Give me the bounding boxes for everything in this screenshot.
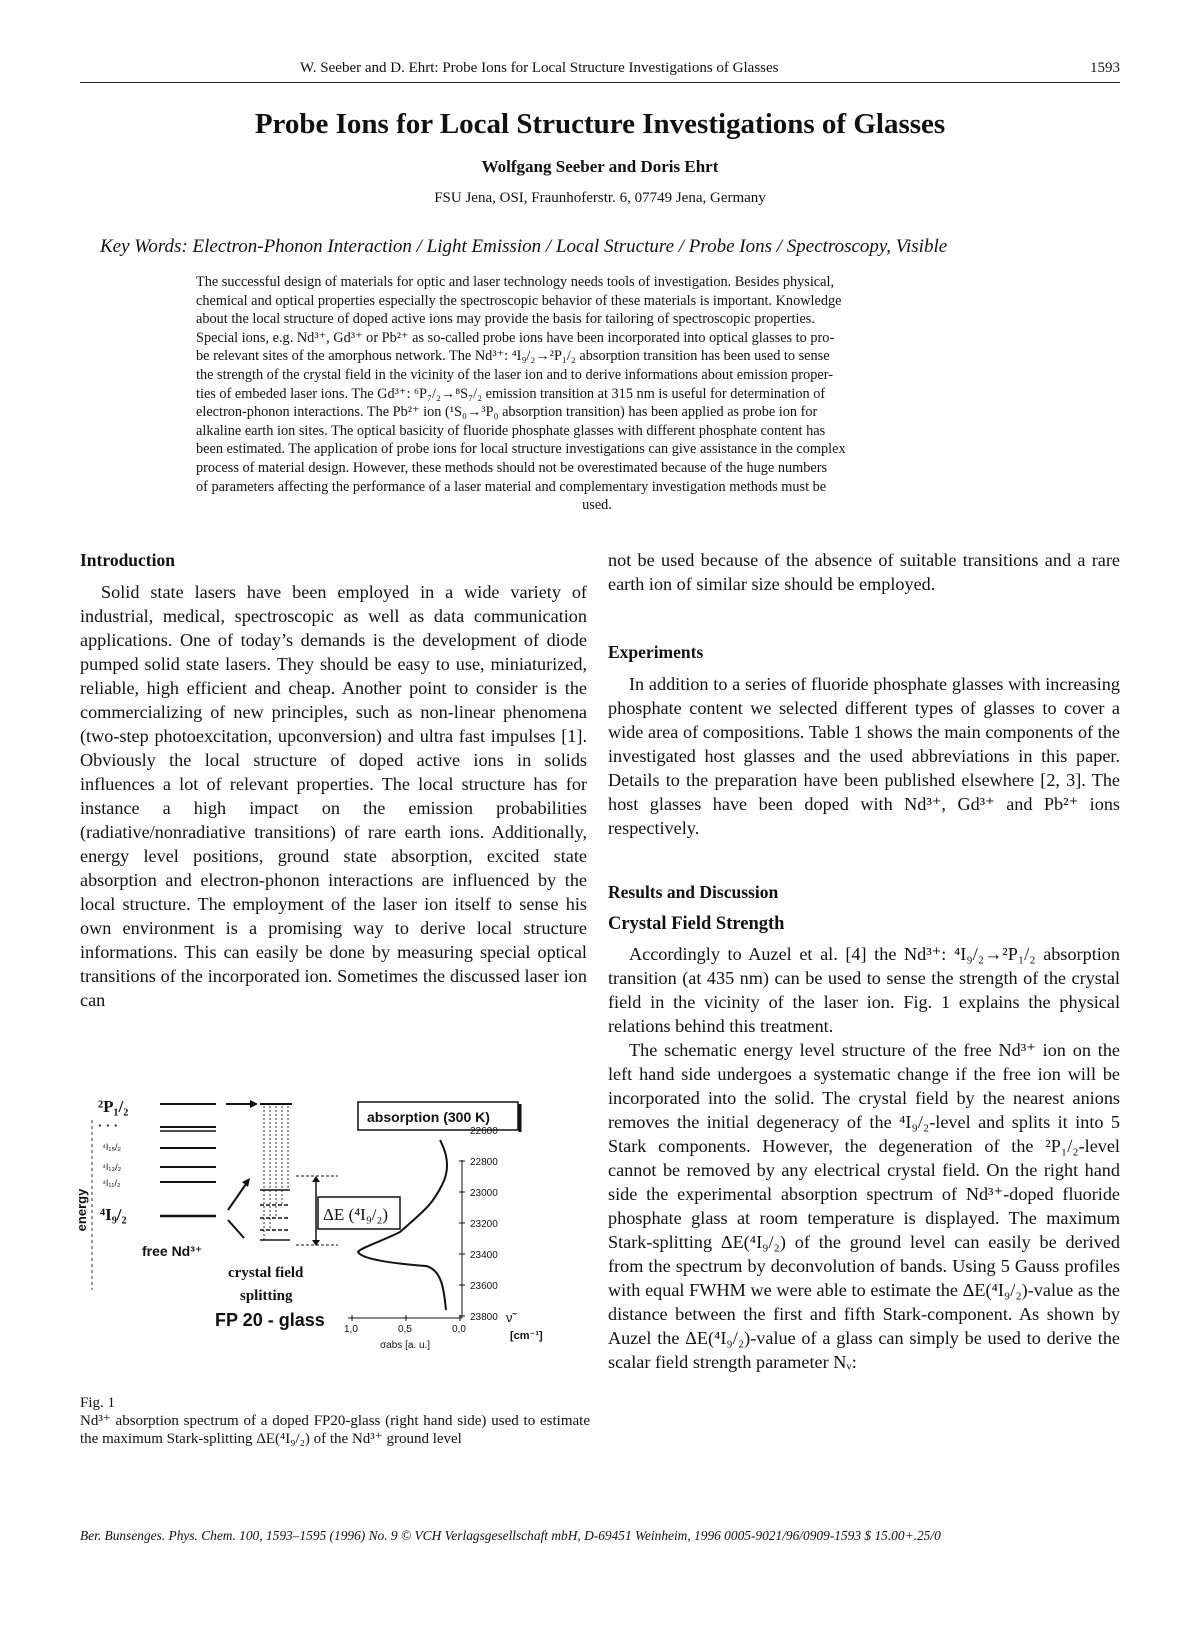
- level-2p12-label: ²P₁/₂: [98, 1097, 129, 1116]
- abstract-line: The successful design of materials for optic and laser technology needs tools of investigation. Besides physical,: [196, 274, 835, 290]
- abstract-line: the strength of the crystal field in the vicinity of the laser ion and to derive informations about emission proper-: [196, 366, 833, 383]
- y-tick-label: 23000: [470, 1188, 498, 1199]
- figure-1: [74, 1090, 590, 1388]
- y-tick-label: 23400: [470, 1250, 498, 1261]
- introduction-continuation: not be used because of the absence of suitable transitions and a rare earth ion of similar size should be employed.: [608, 550, 1120, 594]
- glass-label: FP 20 - glass: [215, 1310, 325, 1330]
- x-tick-label: 0,0: [452, 1324, 466, 1335]
- y-tick-label: 23800: [470, 1312, 498, 1323]
- abstract-line: electron-phonon interactions. The Pb²⁺ ion (¹S₀→³P₀ absorption transition) has been applied as probe ion for: [196, 404, 818, 421]
- x-tick-label: 1,0: [344, 1324, 358, 1335]
- abstract-line: about the local structure of doped active ions may provide the basis for tailoring of spectroscopic properties.: [196, 311, 815, 328]
- crystal-field-label-2: splitting: [240, 1288, 293, 1304]
- results-paragraph-1: Accordingly to Auzel et al. [4] the Nd³⁺: ⁴I₉/₂→²P₁/₂ absorption transition (at 435 nm) can be used to sense the strength of the crystal field in the vicinity of the laser ion. Fig. 1 explains the physical relations behind this treatment.: [608, 944, 1120, 1036]
- page-number: 1593: [1090, 60, 1120, 76]
- figure-caption: [80, 1394, 590, 1448]
- spectrum-label: absorption (300 K): [367, 1109, 490, 1125]
- experiments-text: In addition to a series of fluoride phosphate glasses with increasing phosphate content we selected different types of glasses to cover a wide area of compositions. Table 1 shows the main components of the investigated host glasses and the used abbreviations in this paper. Details to the preparation have been published elsewhere [2, 3]. The host glasses have been doped with Nd³⁺, Gd³⁺ and Pb²⁺ ions respectively.: [608, 674, 1120, 838]
- level-4i132-label: ⁴I₁₃/₂: [102, 1162, 122, 1172]
- running-header: [80, 60, 1120, 83]
- introduction-text: Solid state lasers have been employed in a wide variety of industrial, medical, spectroscopic as well as data communication applications. One of today’s demands is the development of diode pumped solid state lasers. They should be easy to use, miniaturized, reliable, high efficient and cheap. Another point to consider is the commercializing of new principles, such as non-linear phenomena (two-step photoexcitation, upconversion) and ultra fast impulses [1]. Obviously the local structure of doped active ions in solids influences a lot of relevant properties. The local structure has for instance a high impact on the emission probabilities (radiative/nonradiative transitions) of rare earth ions. Additionally, energy level positions, ground state absorption, excited state absorption and electron-phonon interactions are influenced by the local structure. The employment of the laser ion itself to sense his own environment is a promising way to derive local structure informations. This can easily be done by measuring special optical transitions of the incorporated ion. Sometimes the discussed laser ion can: [80, 582, 587, 1010]
- running-title: W. Seeber and D. Ehrt: Probe Ions for Local Structure Investigations of Glasses: [300, 60, 779, 76]
- abstract-line: chemical and optical properties especially the spectroscopic behavior of these materials is important. Knowledge: [196, 292, 842, 309]
- abstract: [196, 273, 998, 515]
- article-affiliation: FSU Jena, OSI, Fraunhoferstr. 6, 07749 Jena, Germany: [434, 190, 766, 206]
- y-tick-label: 22800: [470, 1157, 498, 1168]
- abstract-line: process of material design. However, these methods should not be overestimated because of the huge numbers: [196, 459, 828, 476]
- energy-axis-label: energy: [74, 1188, 89, 1232]
- abstract-line: ties of embeded laser ions. The Gd³⁺: ⁶P₇/₂→⁸S₇/₂ emission transition at 315 nm is useful for determination of: [196, 385, 826, 402]
- arrow-head: [250, 1100, 258, 1108]
- abstract-last-line: used.: [582, 497, 612, 514]
- x-tick-label: 0,5: [398, 1324, 412, 1335]
- caption-text: Nd³⁺ absorption spectrum of a doped FP20-glass (right hand side) used to estimate the maximum Stark-splitting ΔE(⁴I₉/₂) of the Nd³⁺ ground level: [80, 1413, 590, 1447]
- free-ion-label: free Nd³⁺: [142, 1243, 203, 1259]
- abstract-line: been estimated. The application of probe ions for local structure investigations can give assistance in the complex: [196, 441, 846, 458]
- abstract-line: alkaline earth ion sites. The optical basicity of fluoride phosphate glasses with different phosphate content has: [196, 422, 826, 439]
- y-unit-symbol: ν̃: [506, 1310, 513, 1325]
- article-title: Probe Ions for Local Structure Investigations of Glasses: [254, 108, 946, 140]
- level-dots: · · ·: [98, 1118, 119, 1133]
- transition-lines: [264, 1106, 288, 1240]
- page-footer: Ber. Bunsenges. Phys. Chem. 100, 1593–1595 (1996) No. 9 © VCH Verlagsgesellschaft mbH, D-69451 Weinheim, 1996 0005-9021/96/0909-1593 $ 15.00+.25/0: [80, 1528, 941, 1543]
- results-paragraph-2: The schematic energy level structure of the free Nd³⁺ ion on the left hand side undergoes a systematic change if the free ion will be incorporated into the solid. The crystal field by the nearest anions removes the initial degeneracy of the ⁴I₉/₂-level and splits it into 5 Stark components. However, the degeneration of the ²P₁/₂-level cannot be removed by any electrical crystal field. On the right hand side the experimental absorption spectrum of Nd³⁺-doped fluoride phosphate glass at room temperature is displayed. The maximum Stark-splitting ΔE(⁴I₉/₂) of the ground level can easily be derived from the spectrum by deconvolution of bands. Using 5 Gauss profiles with equal FWHM we were able to estimate the ΔE(⁴I₉/₂)-value as the distance between the first and fifth Stark-component. As shown by Auzel the ΔE(⁴I₉/₂)-value of a glass can simply be used to derive the scalar field strength parameter Nᵥ:: [608, 1040, 1120, 1372]
- caption-label: Fig. 1: [80, 1395, 116, 1411]
- level-4i92-label: ⁴I₉/₂: [100, 1205, 127, 1224]
- article-keywords: Key Words: Electron-Phonon Interaction / Light Emission / Local Structure / Probe Ions / Spectroscopy, Visible: [100, 236, 948, 257]
- article-authors: Wolfgang Seeber and Doris Ehrt: [481, 157, 719, 176]
- y-tick-label: 22600: [470, 1126, 498, 1137]
- arrow-line: [228, 1184, 246, 1210]
- y-tick-label: 23600: [470, 1281, 498, 1292]
- delta-arrow-head: [312, 1176, 320, 1182]
- level-4i112-label: ⁴I₁₁/₂: [102, 1178, 121, 1188]
- crystal-field-label-1: crystal field: [228, 1265, 304, 1281]
- y-tick-label: 23200: [470, 1219, 498, 1230]
- x-axis-label: σabs [a. u.]: [380, 1340, 431, 1351]
- y-unit: [cm⁻¹]: [510, 1330, 543, 1342]
- level-4i152-label: ⁴I₁₅/₂: [102, 1142, 122, 1152]
- left-column: [80, 548, 587, 1012]
- abstract-line: Special ions, e.g. Nd³⁺, Gd³⁺ or Pb²⁺ as so-called probe ions have been incorporated into optical glasses to pro-: [196, 329, 835, 346]
- abstract-line: be relevant sites of the amorphous network. The Nd³⁺: ⁴I₉/₂→²P₁/₂ absorption transition has been used to sense: [196, 348, 830, 365]
- delta-label: ΔE (⁴I₉/₂): [323, 1205, 389, 1224]
- crystal-field-subheading: Crystal Field Strength: [608, 914, 785, 934]
- results-heading: Results and Discussion: [608, 882, 779, 902]
- abstract-line: of parameters affecting the performance of a laser material and complementary investigation methods must be: [196, 478, 827, 495]
- arrow-line: [228, 1220, 244, 1238]
- experiments-heading: Experiments: [608, 642, 704, 662]
- introduction-heading: Introduction: [80, 550, 175, 570]
- right-column: [608, 548, 1120, 1374]
- y-ticks: [459, 1126, 498, 1323]
